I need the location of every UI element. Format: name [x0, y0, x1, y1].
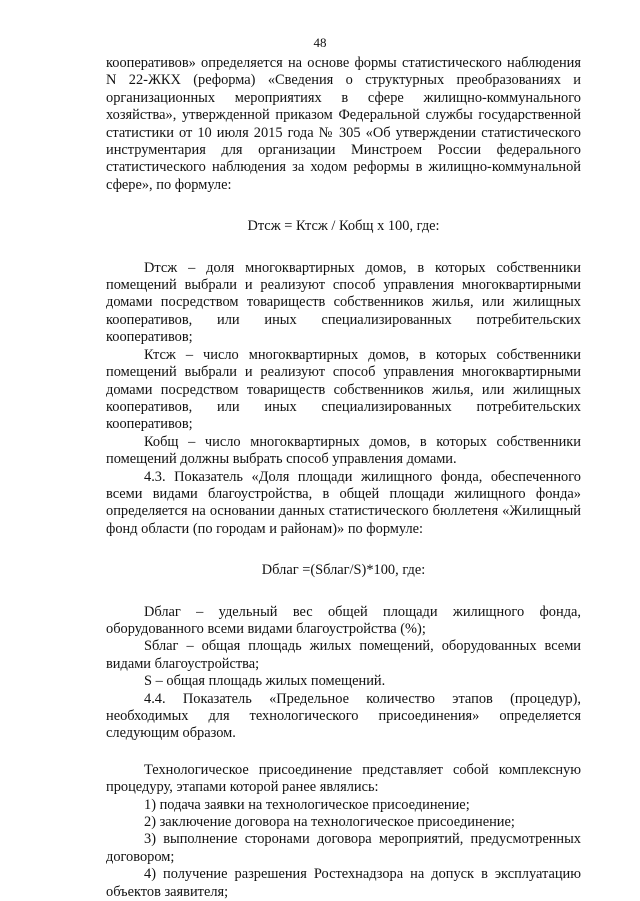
formula-dblag: Dблаг =(Sблаг/S)*100, где: [261, 562, 426, 579]
list-item-1: 1) подача заявки на технологическое присоединение; [144, 796, 470, 813]
definition-dtszh: Dтсж – доля многоквартирных домов, в которых собственники помещений выбрали и реализуют способ управления многоквартирными домами посредством товариществ собственников жилья, или жилищных кооперативов, или иных специализированных потребительских кооперативов; [106, 259, 581, 346]
definition-dblag: Dблаг – удельный вес общей площади жилищного фонда, оборудованного всеми видами благоустройства (%); [106, 603, 581, 637]
definition-kobshch: Кобщ – число многоквартирных домов, в которых собственники помещений должны выбрать способ управления домами. [106, 433, 581, 468]
paragraph-indicator-4-4: 4.4. Показатель «Предельное количество этапов (процедур), необходимых для технологического присоединения» определяется следующим образом. [106, 690, 581, 742]
definition-s: S – общая площадь жилых помещений. [144, 673, 386, 690]
page-number: 48 [313, 35, 327, 50]
document-body [106, 55, 581, 901]
list-item-3: 3) выполнение сторонами договора мероприятий, предусмотренных договором; [106, 831, 581, 865]
list-item-4: 4) получение разрешения Ростехнадзора на допуск в эксплуатацию объектов заявителя; [106, 866, 581, 900]
paragraph-form-reference: кооперативов» определяется на основе формы статистического наблюдения N 22-ЖКХ (реформа) «Сведения о структурных преобразованиях и организационных мероприятиях в сфере жилищно-коммунального хозяйства», утвержденной приказом Федеральной службы государственной статистики от 10 июля 2015 года № 305 «Об утверждении статистического инструментария для организации Минстроем России федерального статистического наблюдения за ходом реформы в жилищно-коммунальной сфере», по формуле: [106, 55, 581, 193]
list-item-2: 2) заключение договора на технологическое присоединение; [144, 814, 515, 831]
paragraph-tech-connection: Технологическое присоединение представляет собой комплексную процедуру, этапами которой ранее являлись: [106, 761, 581, 796]
formula-dtszh: Dтсж = Ктсж / Кобщ х 100, где: [247, 218, 440, 235]
paragraph-indicator-4-3: 4.3. Показатель «Доля площади жилищного фонда, обеспеченного всеми видами благоустройства, в общей площади жилищного фонда» определяется на основании данных статистического бюллетеня «Жилищный фонд области (по городам и районам)» по формуле: [106, 468, 581, 537]
definition-ktszh: Ктсж – число многоквартирных домов, в которых собственники помещений выбрали и реализуют способ управления многоквартирными домами посредством товариществ собственников жилья, или жилищных кооперативов, или иных специализированных потребительских кооперативов; [106, 346, 581, 433]
definition-sblag: Sблаг – общая площадь жилых помещений, оборудованных всеми видами благоустройства; [106, 638, 581, 672]
